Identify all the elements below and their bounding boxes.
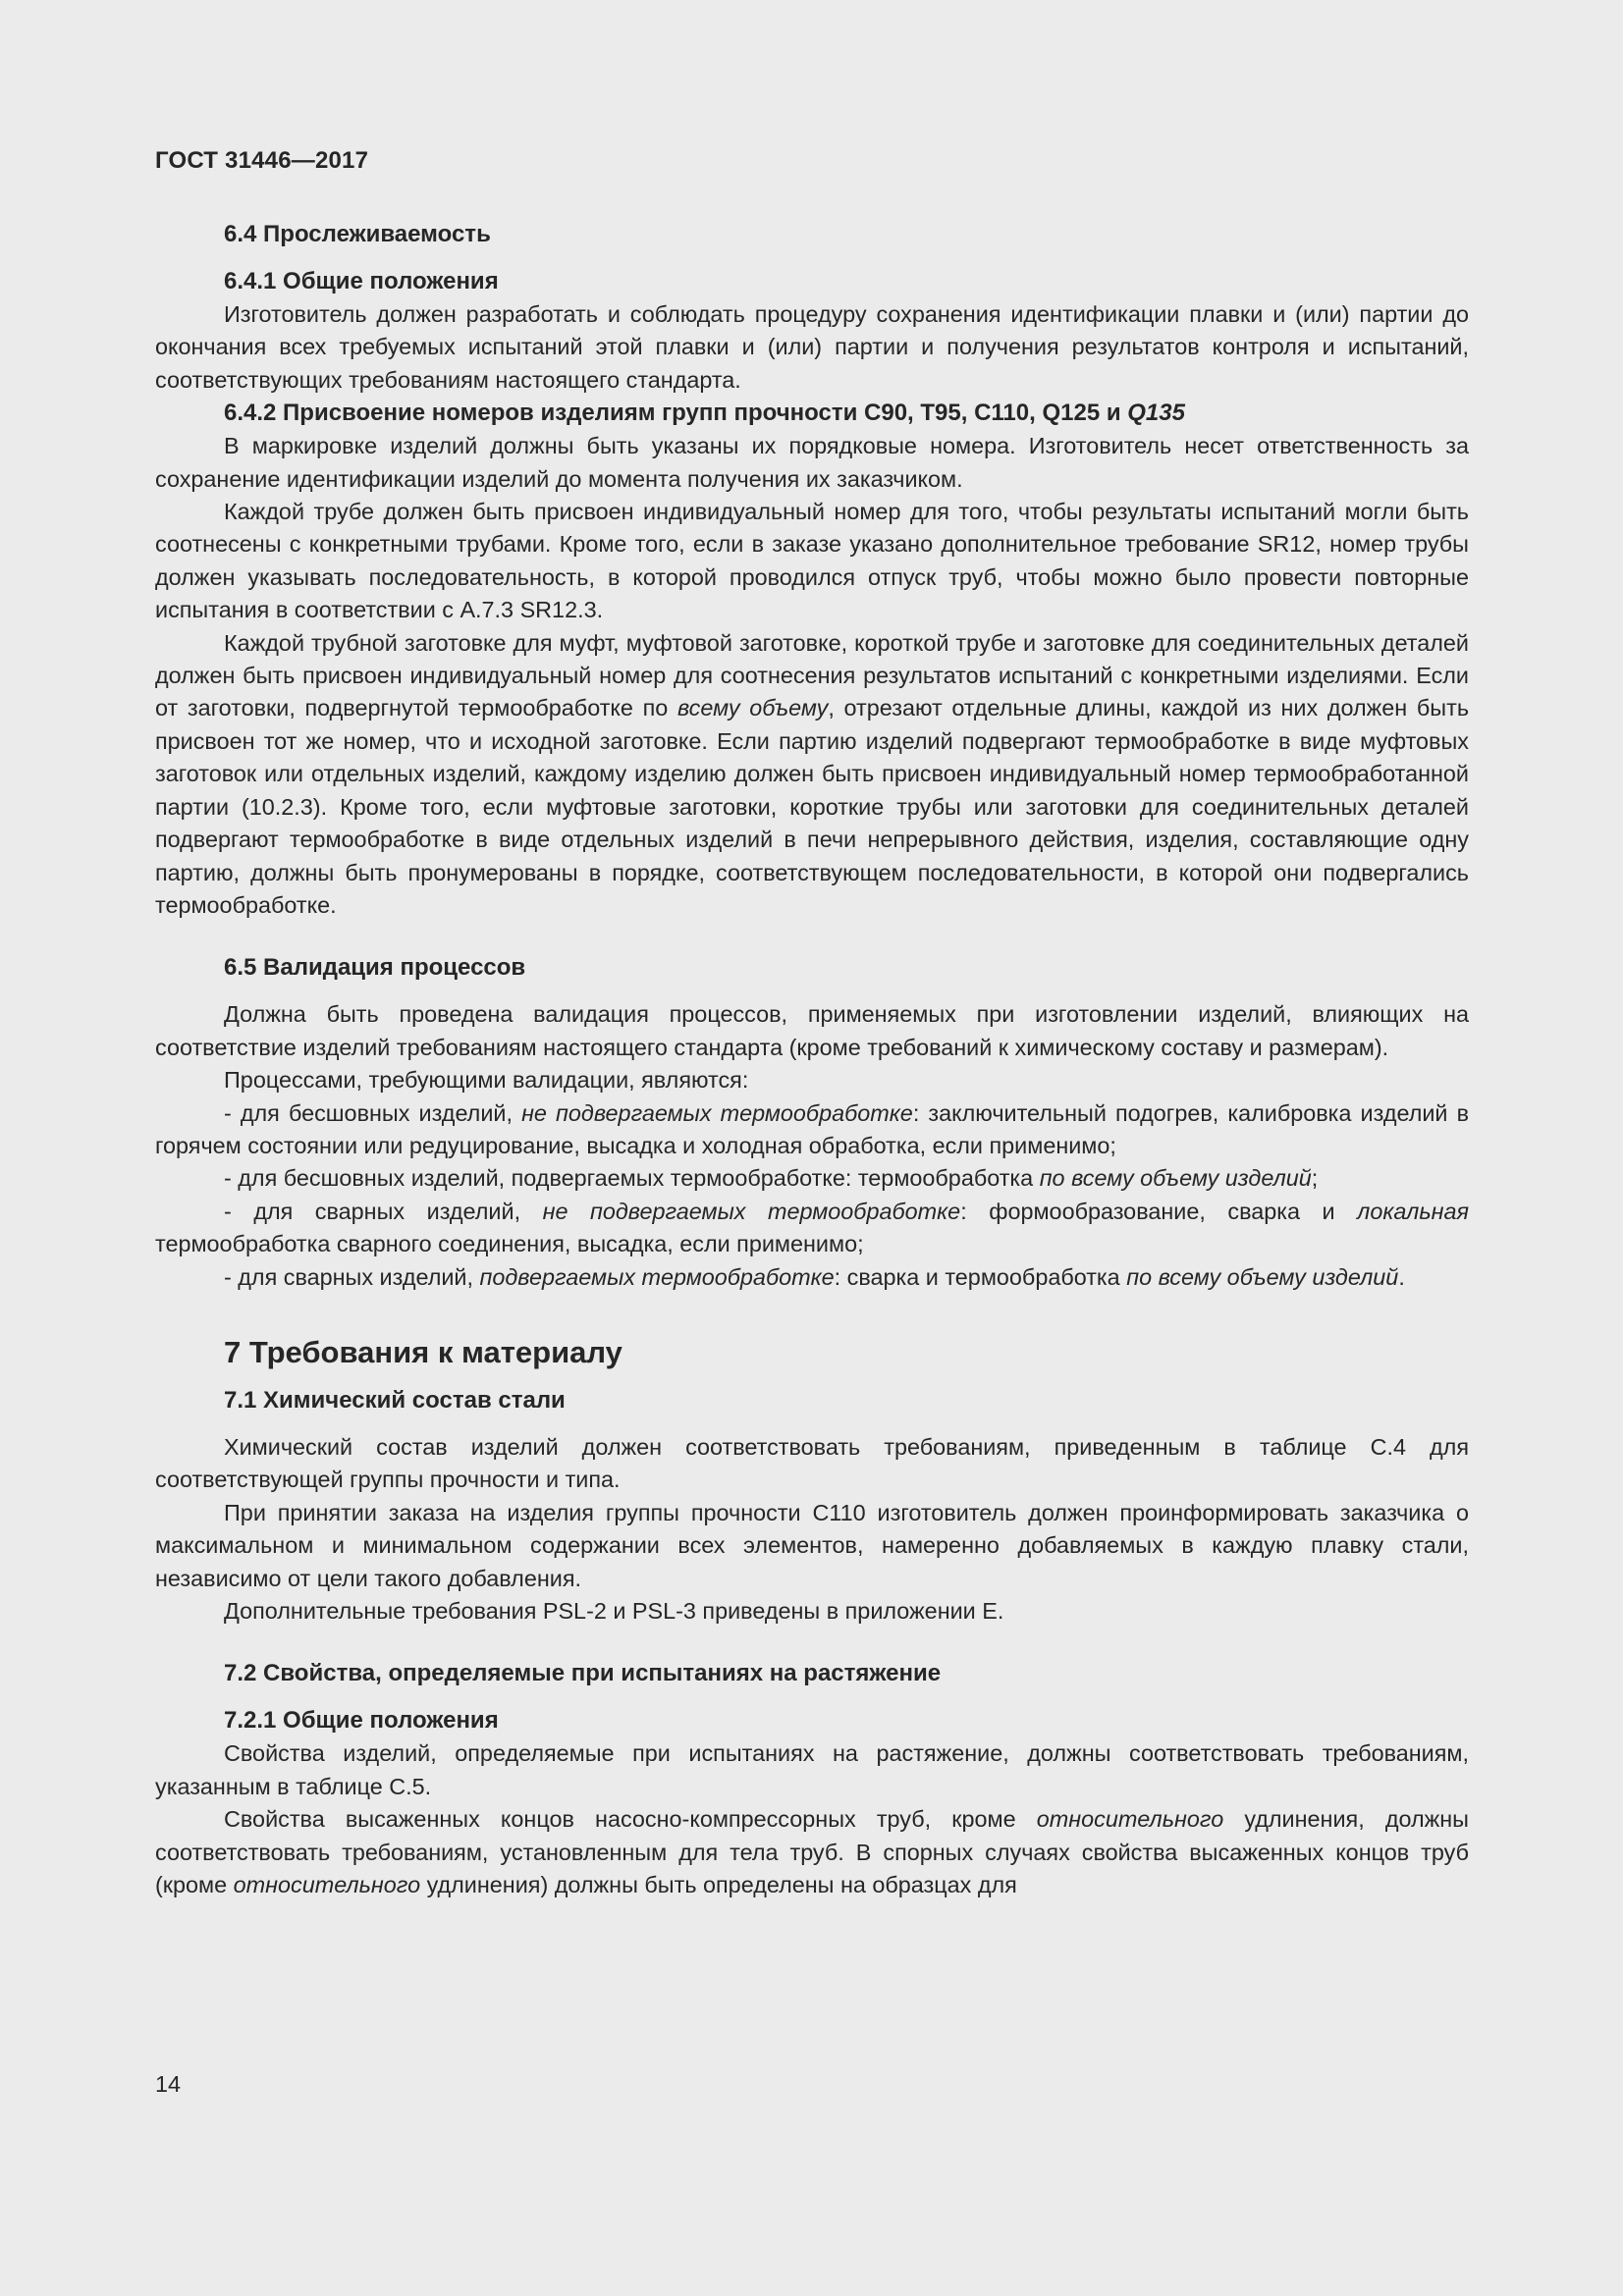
italic-run: локальная <box>1357 1198 1469 1224</box>
list-item <box>155 1162 1469 1195</box>
text-run: ; <box>1311 1165 1319 1192</box>
italic-run: не подвергаемых термообработке <box>542 1198 961 1224</box>
section-6-4-title: 6.4 Прослеживаемость <box>224 221 491 247</box>
section-6-4-2-title <box>155 397 1469 430</box>
italic-run: не подвергаемых термообработке <box>521 1099 913 1126</box>
text-run: - для бесшовных изделий, подвергаемых термообработке: термообработка <box>224 1165 1040 1192</box>
paragraph: Изготовитель должен разработать и соблюдать процедуру сохранения идентификации плавки и (или) партии до окончания всех требуемых испытаний этой плавки и (или) партии и получения результатов контроля и испытаний, соответствующих требованиям настоящего стандарта. <box>155 301 1469 393</box>
title-italic-text: Q135 <box>1127 400 1185 427</box>
text-run: - для бесшовных изделий, <box>224 1099 522 1126</box>
paragraph <box>155 627 1469 923</box>
section-6-5-title: 6.5 Валидация процессов <box>224 954 526 982</box>
section-7-1-title: 7.1 Химический состав стали <box>224 1386 566 1414</box>
text-run: - для сварных изделий, <box>224 1198 543 1224</box>
document-page <box>155 147 1469 1901</box>
paragraph: Химический состав изделий должен соответствовать требованиям, приведенным в таблице С.4 для соответствующей группы прочности и типа. <box>155 1433 1469 1493</box>
section-7-2-title: 7.2 Свойства, определяемые при испытаниях на растяжение <box>224 1660 942 1687</box>
paragraph: Свойства изделий, определяемые при испытаниях на растяжение, должны соответствовать требованиям, указанным в таблице С.5. <box>155 1740 1469 1799</box>
text-run: : сварка и термообработка <box>834 1263 1127 1290</box>
paragraph <box>155 1803 1469 1901</box>
text-run: удлинения) должны быть определены на образцах для <box>420 1872 1017 1898</box>
paragraph: В маркировке изделий должны быть указаны их порядковые номера. Изготовитель несет ответственность за сохранение идентификации изделий до момента получения их заказчиком. <box>155 433 1469 492</box>
text-run: термообработка сварного соединения, высадка, если применимо; <box>155 1231 864 1257</box>
page-number: 14 <box>155 2071 182 2097</box>
section-7-2-1-title: 7.2.1 Общие положения <box>224 1707 499 1735</box>
section-6-4-1-title: 6.4.1 Общие положения <box>224 268 499 294</box>
text-run: , отрезают отдельные длины, каждой из них должен быть присвоен тот же номер, что и исходной заготовке. Если партию изделий подвергают термообработке в виде муфтовых заготовок или отдельных изделий, каждому изделию должен быть присвоен индивидуальный номер термообработанной партии (10.2.3). Кроме того, если муфтовые заготовки, короткие трубы или заготовки для соединительных деталей подвергают термообработке в виде отдельных изделий в печи непрерывного действия, изделия, составляющие одну партию, должны быть пронумерованы в порядке, соответствующем последовательности, в которой они подвергались термообработке. <box>155 695 1470 918</box>
italic-run: всему объему <box>676 695 829 721</box>
italic-run: относительного <box>233 1872 421 1898</box>
text-run: - для сварных изделий, <box>224 1263 480 1290</box>
text-run: Свойства высаженных концов насосно-компрессорных труб, кроме <box>224 1806 1037 1833</box>
paragraph: Процессами, требующими валидации, являются: <box>224 1067 749 1094</box>
list-item <box>155 1196 1469 1261</box>
list-item <box>155 1261 1469 1294</box>
list-item <box>155 1097 1469 1163</box>
italic-run: относительного <box>1036 1806 1224 1833</box>
italic-run: по всему объему изделий <box>1039 1165 1312 1192</box>
text-run: : заключительный подогрев, калибровка изделий в горячем состоянии или редуцирование, высадка и холодная обработка, если применимо; <box>155 1099 1470 1158</box>
document-header: ГОСТ 31446—2017 <box>155 147 369 174</box>
italic-run: подвергаемых термообработке <box>479 1263 835 1290</box>
text-run: . <box>1398 1263 1405 1290</box>
paragraph: При принятии заказа на изделия группы прочности С110 изготовитель должен проинформировать заказчика о максимальном и минимальном содержании всех элементов, намеренно добавляемых в каждую плавку стали, независимо от цели такого добавления. <box>155 1499 1469 1591</box>
title-text: 6.4.2 Присвоение номеров изделиям групп прочности С90, Т95, С110, Q125 и <box>224 400 1128 427</box>
paragraph: Должна быть проведена валидация процессов, применяемых при изготовлении изделий, влияющих на соответствие изделий требованиям настоящего стандарта (кроме требований к химическому составу и размерам). <box>155 1001 1469 1060</box>
text-run: : формообразование, сварка и <box>960 1198 1358 1224</box>
paragraph: Дополнительные требования PSL-2 и PSL-3 приведены в приложении Е. <box>224 1598 1004 1624</box>
paragraph: Каждой трубе должен быть присвоен индивидуальный номер для того, чтобы результаты испытаний могли быть соотнесены с конкретными трубами. Кроме того, если в заказе указано дополнительное требование SR12, номер трубы должен указывать последовательность, в которой проводился отпуск труб, чтобы можно было провести повторные испытания в соответствии с А.7.3 SR12.3. <box>155 499 1469 623</box>
text-run: Каждой трубной заготовке для муфт, муфтовой заготовке, короткой трубе и заготовке для соединительных деталей должен быть присвоен индивидуальный номер для соотнесения результатов испытаний с конкретными изделиями. Если от заготовки, подвергнутой термообработке по <box>155 629 1469 721</box>
text-run: удлинения, должны соответствовать требованиям, установленным для тела труб. В спорных случаях свойства высаженных концов труб (кроме <box>155 1806 1469 1898</box>
chapter-7-title: 7 Требования к материалу <box>224 1334 622 1369</box>
italic-run: по всему объему изделий <box>1126 1263 1399 1290</box>
